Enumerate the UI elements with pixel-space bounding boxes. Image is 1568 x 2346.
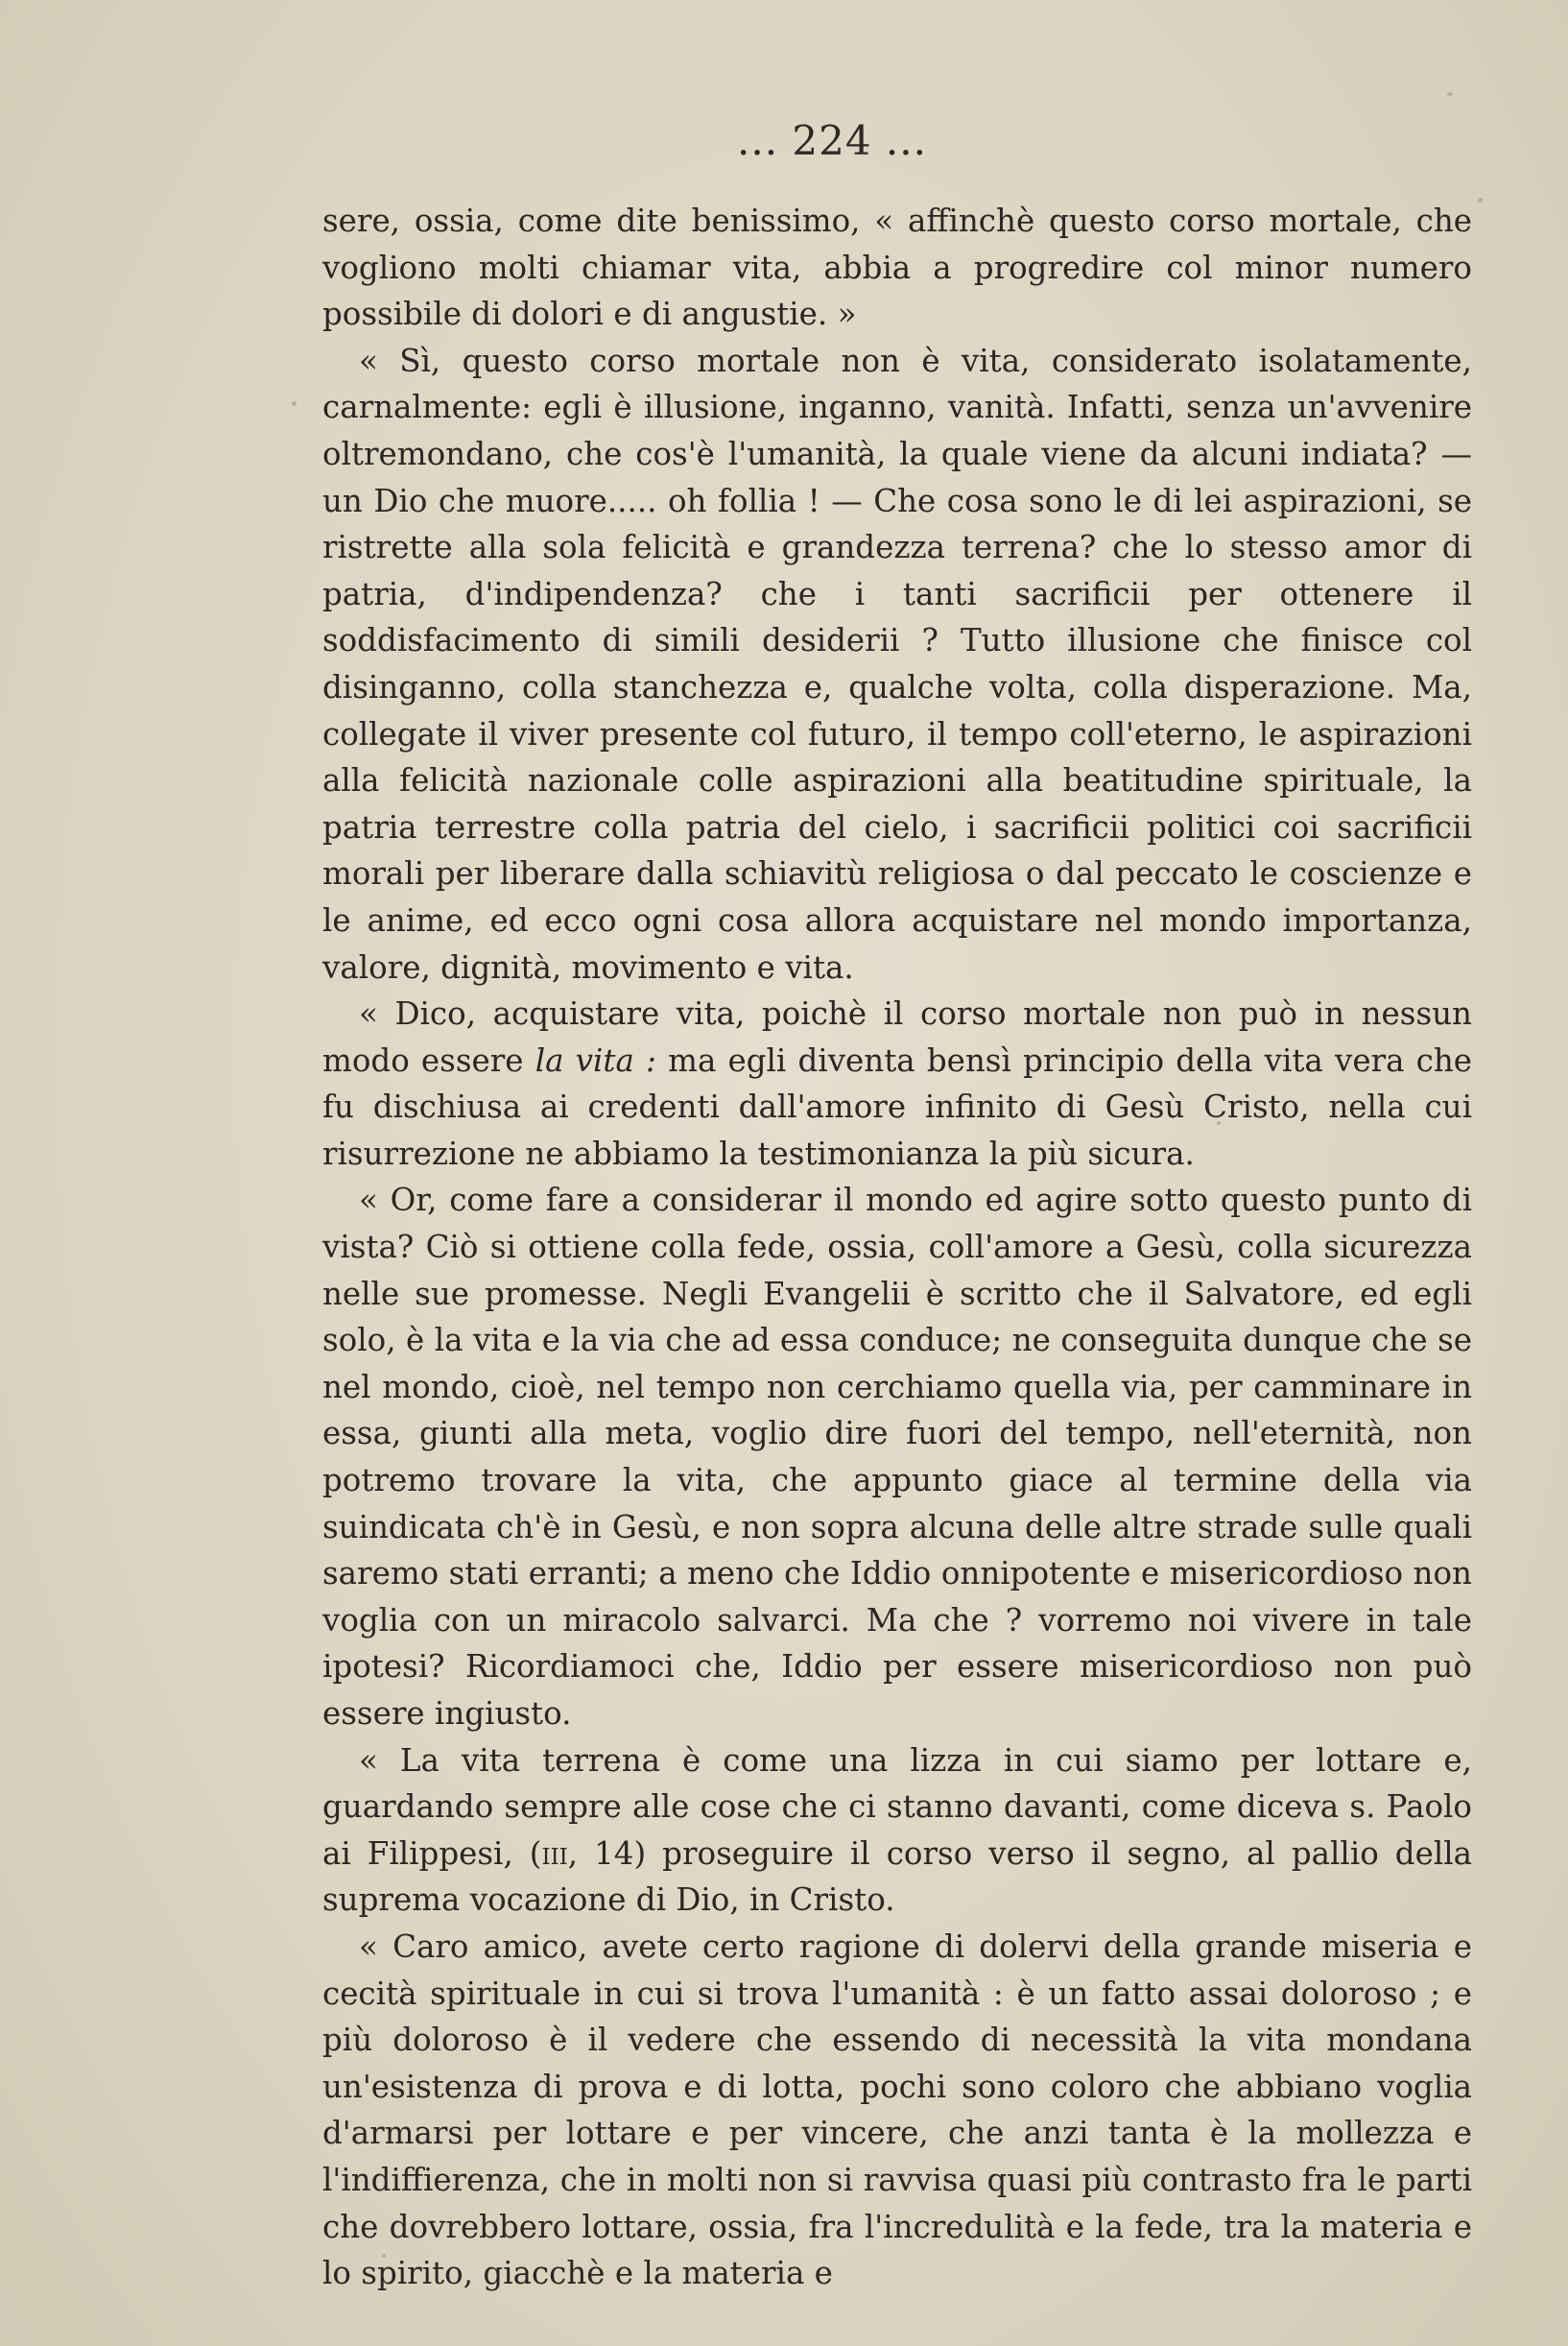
paragraph-italic-phrase: la vita : <box>535 1041 656 1079</box>
paragraph-text-after: ma egli diventa bensì principio della vita vera che fu dischiusa ai credenti dall'amore infinito di Gesù Cristo, nella cui risurrezione ne abbiamo la testimonianza la più sicura. <box>322 1041 1473 1172</box>
page-body <box>322 198 1472 2297</box>
paragraph-text-before: « La vita terrena è come una lizza in cui siamo per lottare e, guardando sempre alle cose che ci stanno davanti, come diceva s. Paolo ai Filippesi, ( <box>322 1741 1472 1872</box>
paragraph-text-after: , 14) proseguire il corso verso il segno, al pallio della suprema vocazione di Dio, in Cristo. <box>322 1834 1473 1919</box>
paragraph-corso-mortale: « Sì, questo corso mortale non è vita, considerato isolatamente, carnalmente: egli è illusione, inganno, vanità. Infatti, senza un'avvenire oltremondano, che cos'è l'umanità, la quale viene da alcuni indiata? — un Dio che muore..... oh follia ! — Che cosa sono le di lei aspirazioni, se ristrette alla sola felicità e grandezza terrena? che lo stesso amor di patria, d'indipendenza? che i tanti sacrificii per ottenere il soddisfacimento di simili desiderii ? Tutto illusione che finisce col disinganno, colla stanchezza e, qualche volta, colla disperazione. Ma, collegate il viver presente col futuro, il tempo coll'eterno, le aspirazioni alla felicità nazionale colle aspirazioni alla beatitudine spirituale, la patria terrestre colla patria del cielo, i sacrificii politici coi sacrificii morali per liberare dalla schiavitù religiosa o dal peccato le coscienze e le anime, ed ecco ogni cosa allora acquistare nel mondo importanza, valore, dignità, movimento e vita. <box>322 342 1472 986</box>
paragraph-caro-amico: « Caro amico, avete certo ragione di dolervi della grande miseria e cecità spirituale in cui si trova l'umanità : è un fatto assai doloroso ; e più doloroso è il vedere che essendo di necessità la vita mondana un'esistenza di prova e di lotta, pochi sono coloro che abbiano voglia d'armarsi per lottare e per vincere, che anzi tanta è la mollezza e l'indiffierenza, che in molti non si ravvisa quasi più contrasto fra le parti che dovrebbero lottare, ossia, fra l'incredulità e la fede, tra la materia e lo spirito, giacchè e la materia e <box>322 1927 1472 2292</box>
paragraph-continuation: sere, ossia, come dite benissimo, « affinchè questo corso mortale, che vogliono molti chiamar vita, abbia a progredire col minor numero possibile di dolori e di angustie. » <box>322 203 1472 333</box>
paragraph-punto-di-vista: « Or, come fare a considerar il mondo ed agire sotto questo punto di vista? Ciò si ottiene colla fede, ossia, coll'amore a Gesù, colla sicurezza nelle sue promesse. Negli Evangelii è scritto che il Salvatore, ed egli solo, è la vita e la via che ad essa conduce; ne conseguita dunque che se nel mondo, cioè, nel tempo non cerchiamo quella via, per camminare in essa, giunti alla meta, voglio dire fuori del tempo, nell'eternità, non potremo trovare la vita, che appunto giace al termine della via suindicata ch'è in Gesù, e non sopra alcuna delle altre strade sulle quali saremo stati erranti; a meno che Iddio onnipotente e misericordioso non voglia con un miracolo salvarci. Ma che ? vorremo noi vivere in tale ipotesi? Ricordiamoci che, Iddio per essere misericordioso non può essere ingiusto. <box>322 1182 1472 1732</box>
paper-speck <box>382 2254 386 2258</box>
paper-speck <box>1478 198 1483 203</box>
paragraph-vita-terrena <box>322 1737 1472 1924</box>
page-number: ... 224 ... <box>737 117 927 164</box>
paper-speck <box>292 401 297 406</box>
paragraph-acquistare-vita <box>322 991 1472 1177</box>
paper-speck <box>1217 1121 1221 1125</box>
paragraph-roman-numeral: iii <box>541 1834 568 1872</box>
paper-speck <box>1447 92 1453 96</box>
paragraph-text-before: « Dico, acquistare vita, poichè il corso mortale non può in nessun modo essere <box>322 995 1472 1079</box>
